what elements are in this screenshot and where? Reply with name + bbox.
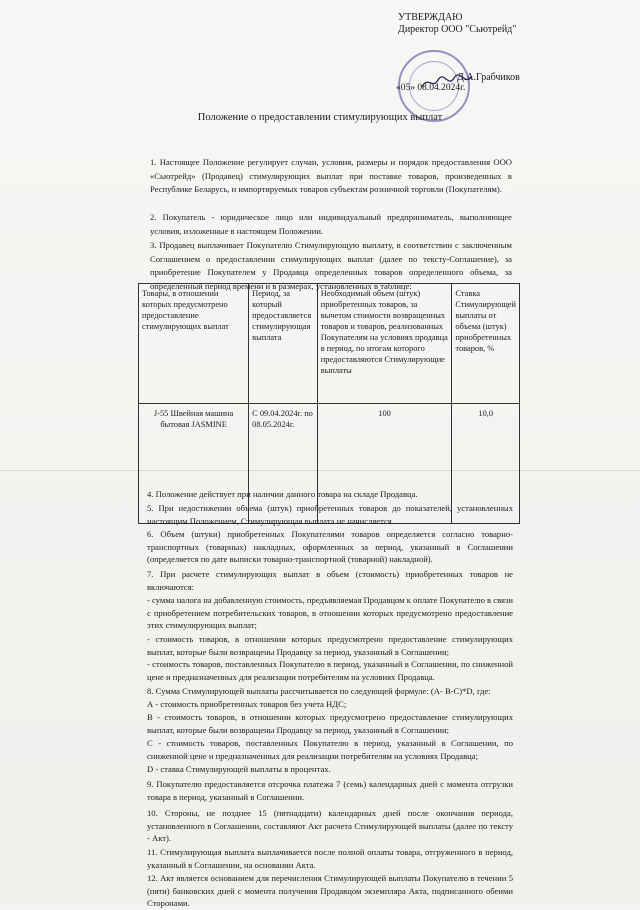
table-cell-period: С 09.04.2024г. по 08.05.2024г. [249, 404, 318, 524]
formula-c: С - стоимость товаров, поставленных Покупателю в период, указанный в Соглашении, по сниженной цене и предназначенных для реализации потребителям на условиях Продавца; [147, 738, 513, 761]
paragraph-9: 9. Покупателю предоставляется отсрочка платежа 7 (семь) календарных дней с момента отгрузки товара в период, указанный в Соглашении. [147, 779, 513, 802]
paragraph-1: 1. Настоящее Положение регулирует случаи, условия, размеры и порядок предоставления ООО «Сьютрейд» (Продавец) стимулирующих выплат при поставке товаров, произведенных в Республике Беларусь, и импортируемых товаров субъектам розничной торговли (Покупателям). [150, 157, 512, 194]
document-title: Положение о предоставлении стимулирующих выплат [197, 112, 443, 123]
paragraph-7-item-1: - сумма налога на добавленную стоимость, предъявляемая Продавцом к оплате Покупателю в связи с приобретением потребительских товаров, в отношении которых предусмотрено предоставление этих стимулирующих выплат; [147, 595, 513, 631]
formula-b: В - стоимость товаров, в отношении которых предусмотрено предоставление стимулирующих выплат, которые были возвращены Продавцу за период, указанный в Соглашении; [147, 712, 513, 735]
approval-header: УТВЕРЖДАЮ [398, 12, 463, 23]
table-header-cell: Товары, в отношении которых предусмотрено предоставление стимулирующих выплат [139, 284, 249, 404]
formula-d: D - ставка Стимулирующей выплаты в процентах. [147, 764, 331, 774]
approval-block [398, 12, 520, 83]
approval-date: «05» 08.04.2024г. [396, 83, 466, 93]
paragraph-7-item-2: - стоимость товаров, в отношении которых предусмотрено предоставление стимулирующих выплат, которые были возвращены Продавцу за период, указанный в Соглашении; [147, 634, 513, 657]
table-header-cell: Период, за который предоставляется стимулирующая выплата [249, 284, 318, 404]
approval-signer: Д.А.Грабчиков [457, 72, 520, 83]
table-header-cell: Необходимый объем (штук) приобретенных товаров, за вычетом стоимости возвращенных товаров и товаров, реализованных Покупателям на условиях продавца в период, по итогам которого предоставляются Стимулирующие выплаты [317, 284, 452, 404]
table-header-cell: Ставка Стимулирующей выплаты от объема (штук) приобретенных товаров, % [452, 284, 520, 404]
paragraph-8: 8. Сумма Стимулирующей выплаты рассчитывается по следующей формуле: (А- В-С)*D, где: [147, 686, 491, 696]
paragraph-7: 7. При расчете стимулирующих выплат в объем (стоимость) приобретенных товаров не включаются: [147, 569, 513, 592]
table-cell-product: J-55 Швейная машина бытовая JASMINE [139, 404, 249, 524]
table-header-row [139, 284, 520, 404]
paragraph-4: 4. Положение действует при наличии данного товара на складе Продавца. [147, 489, 418, 499]
table-cell-volume: 100 [317, 404, 452, 524]
paragraph-12: 12. Акт является основанием для перечисления Стимулирующей выплаты Покупателю в течении 5 (пяти) банковских дней с момента получения Продавцом экземпляра Акта, подписанного обеими Сторонами. [147, 873, 513, 909]
approval-position: Директор ООО "Сьютрейд" [398, 24, 517, 35]
paragraph-5: 5. При недостижении объема (штук) приобретенных товаров до показателей, установленных настоящим Положением, Стимулирующая выплата не начисляется. [147, 503, 513, 526]
page-divider [0, 470, 640, 471]
paragraph-10: 10. Стороны, не позднее 15 (пятнадцати) календарных дней после окончания периода, установленного в Соглашении, составляют Акт расчета Стимулирующей выплаты (далее по тексту - Акт). [147, 808, 513, 844]
formula-a: А - стоимость приобретенных товаров без учета НДС; [147, 699, 347, 709]
table-cell-rate: 10,0 [452, 404, 520, 524]
paragraph-2: 2. Покупатель - юридическое лицо или индивидуальный предприниматель, выполняющее условия, изложенные в настоящем Положении. [150, 212, 512, 236]
paragraph-6: 6. Объем (штуки) приобретенных Покупателями товаров определяется согласно товарно-транспортных (товарных) накладных, оформленных за период, указанный в Соглашении (определяется по дате выписки товарно-транспортной (товарной) накладной). [147, 529, 513, 565]
paragraph-7-item-3: - стоимость товаров, поставленных Покупателю в период, указанный в Соглашении, по сниженной цене и предназначенных для реализации потребителям на условиях Продавца. [147, 659, 513, 682]
paragraph-3: 3. Продавец выплачивает Покупателю Стимулирующую выплату, в соответствии с заключенным Соглашением о предоставлении стимулирующих выплат (далее по тексту-Соглашение), за приобретение Покупателем у Продавца определенных товаров определенного объема, за определенный период времени и в размерах, установленных в таблице: [150, 240, 512, 291]
paragraph-11: 11. Стимулирующая выплата выплачивается после полной оплаты товара, отгруженного в период, указанный в Соглашении, на основании Акта. [147, 847, 513, 870]
